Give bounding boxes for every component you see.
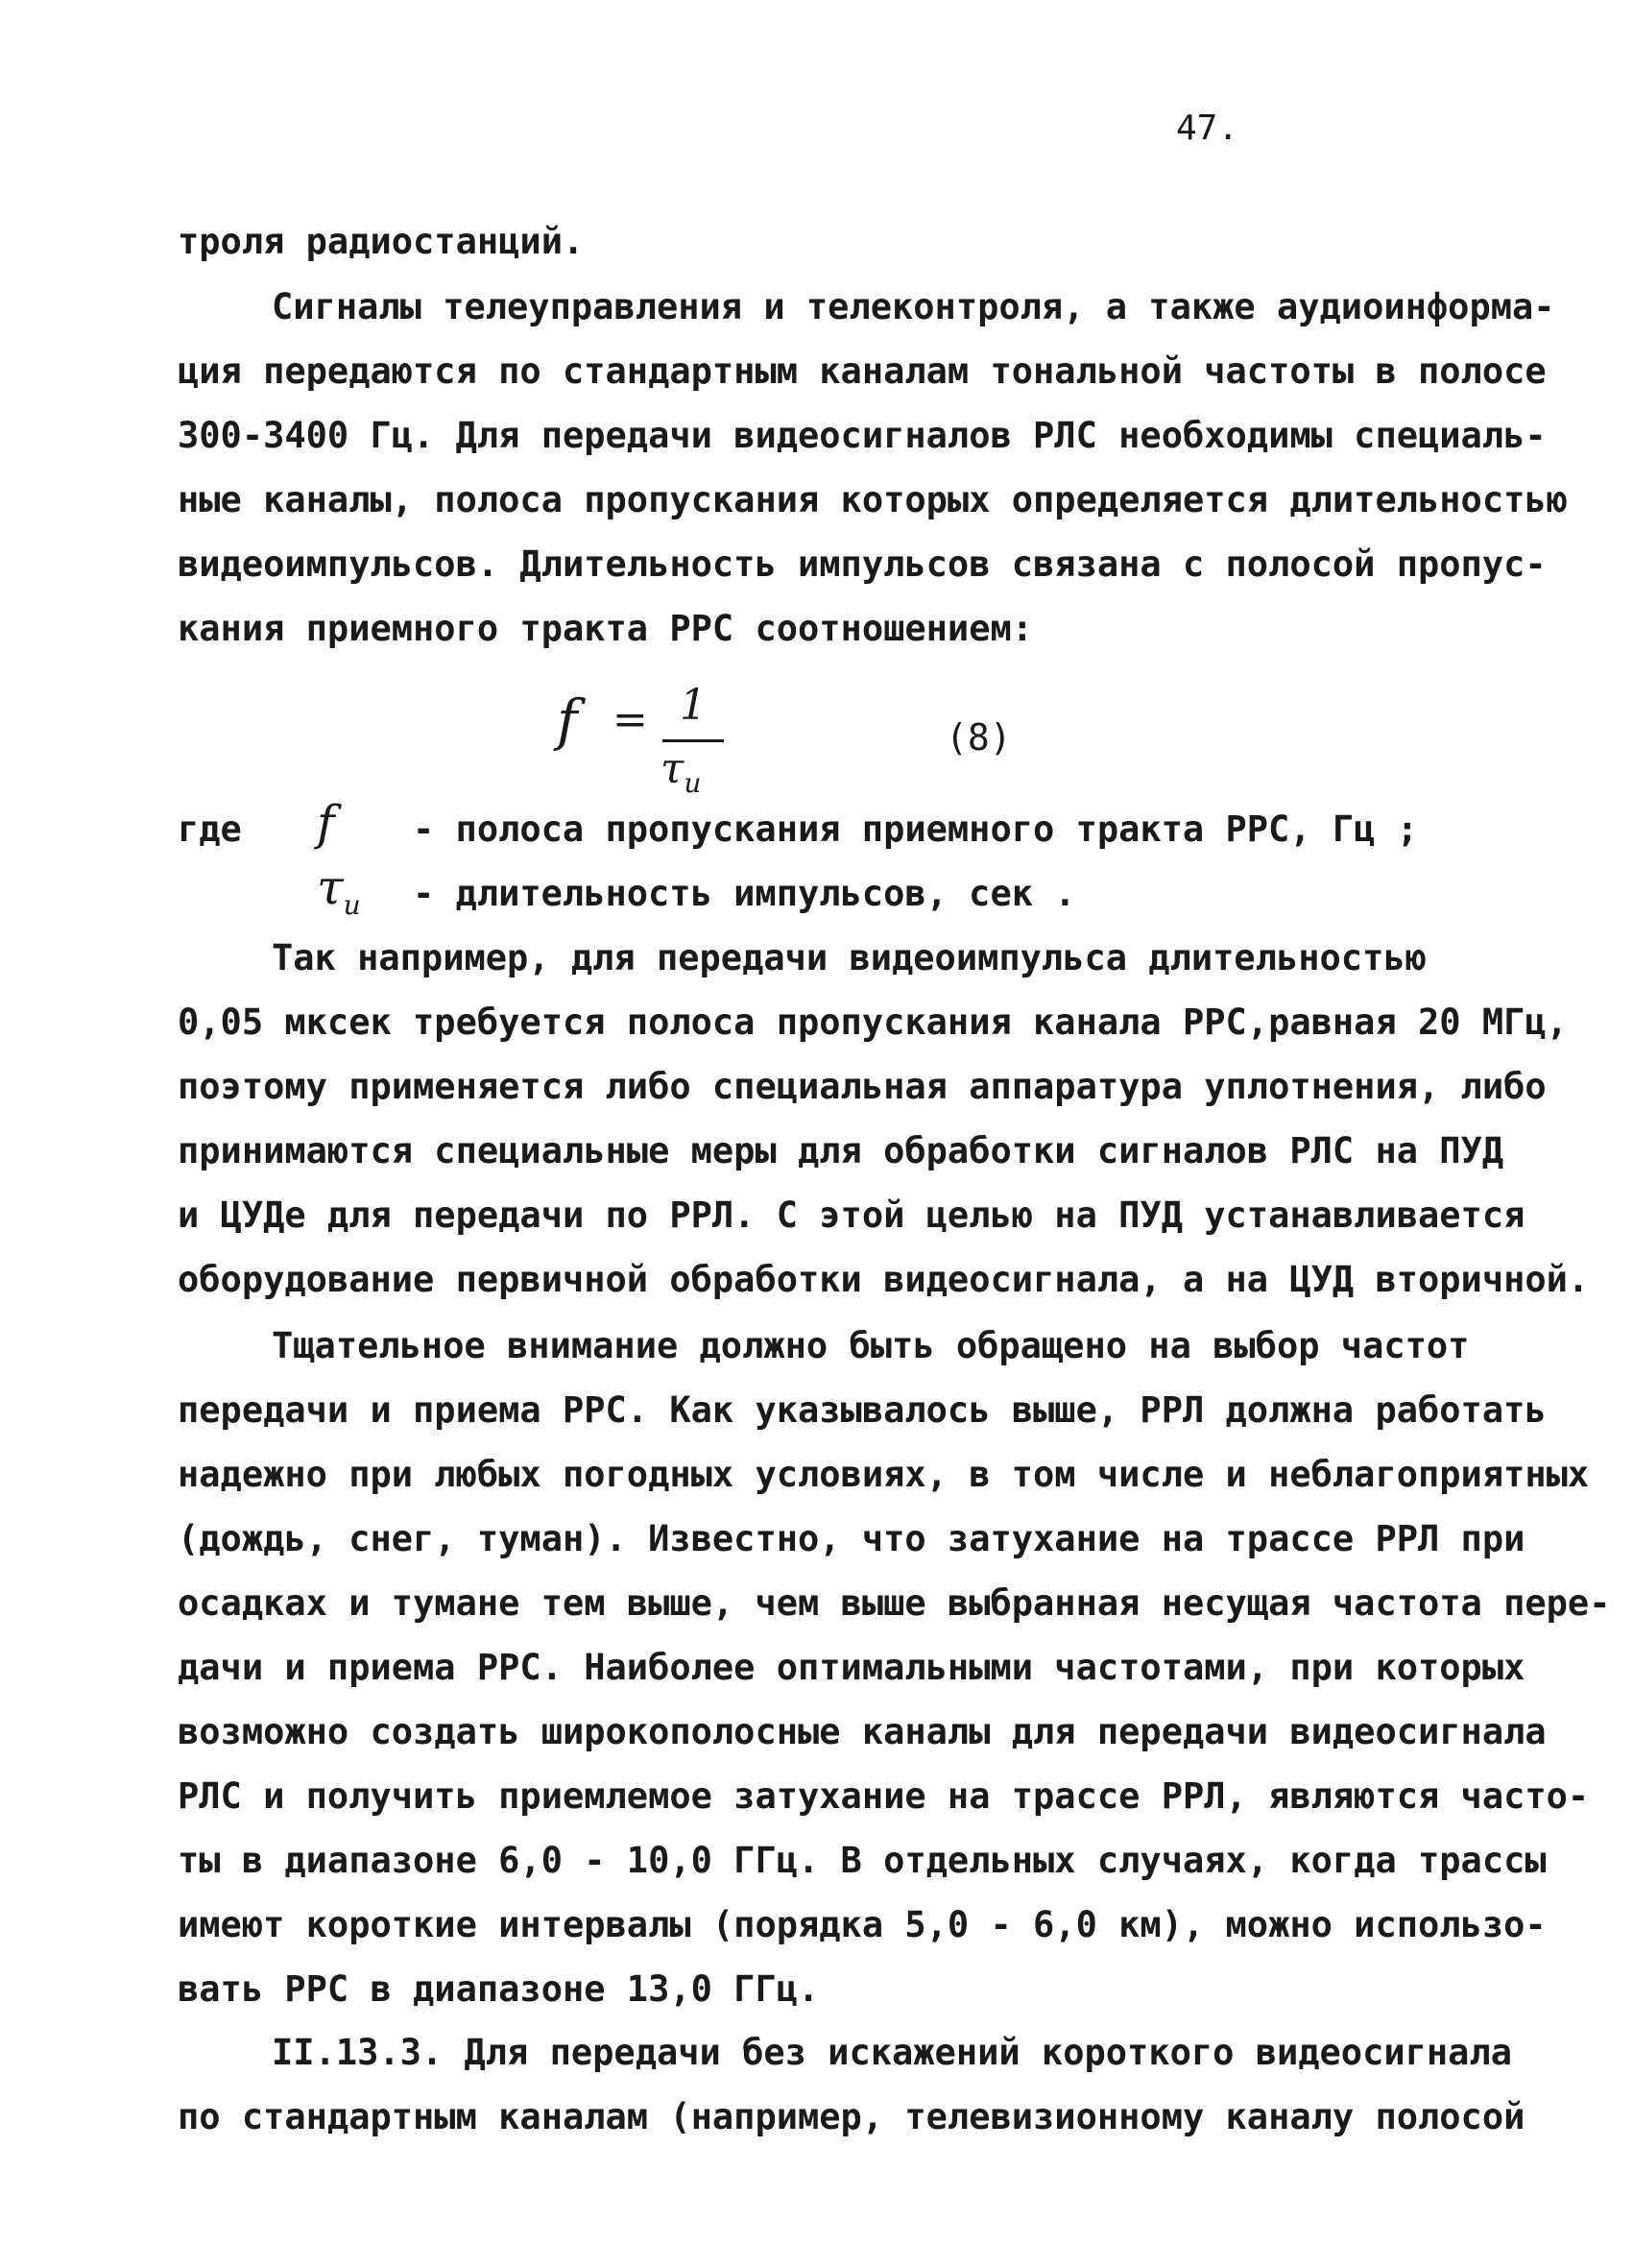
text-line: ты в диапазоне 6,0 - 10,0 ГГц. В отдельных случаях, когда трассы (178, 1840, 1547, 1881)
text-line: и ЦУДе для передачи по РРЛ. С этой целью на ПУД устанавливается (178, 1194, 1525, 1236)
text-line: РЛС и получить приемлемое затухание на трассе РРЛ, являются часто- (178, 1775, 1590, 1817)
text-line: ция передаются по стандартным каналам тональной частоты в полосе (178, 350, 1547, 392)
text-line: оборудование первичной обработки видеосигнала, а на ЦУД вторичной. (178, 1259, 1590, 1300)
definition-row (178, 861, 1502, 926)
text-line: ные каналы, полоса пропускания которых определяется длительностью (178, 479, 1568, 520)
text-line: Так например, для передачи видеоимпульса длительностью (272, 937, 1427, 978)
text-line: поэтому применяется либо специальная аппаратура уплотнения, либо (178, 1066, 1547, 1107)
text-line: осадках и тумане тем выше, чем выше выбранная несущая частота пере- (178, 1582, 1611, 1624)
equation-number: (8) (946, 716, 1012, 759)
text-line: кания приемного тракта РРС соотношением: (178, 608, 1034, 649)
text-line: (дождь, снег, туман). Известно, что затухание на трассе РРЛ при (178, 1518, 1525, 1559)
text-line: II.13.3. Для передачи без искажений короткого видеосигнала (272, 2032, 1513, 2073)
paragraph-section-11-13-3 (178, 2020, 1525, 2149)
text-line: вать РРС в диапазоне 13,0 ГГц. (178, 1968, 820, 2010)
formula-fraction-bar (662, 739, 724, 742)
page-number: 47. (1176, 109, 1239, 148)
text-line: 0,05 мксек требуется полоса пропускания канала РРС,равная 20 МГц, (178, 1001, 1568, 1043)
formula-tau-subscript: и (684, 766, 702, 799)
text-line: дачи и приема РРС. Наиболее оптимальными частотами, при которых (178, 1647, 1525, 1688)
definition-text: - длительность импульсов, сек . (413, 873, 1076, 914)
formula-tau: τ (660, 744, 684, 793)
text-line: возможно создать широкополосные каналы для передачи видеосигнала (178, 1711, 1547, 1752)
definition-row (178, 797, 1502, 861)
where-label: где (178, 808, 242, 850)
definition-text: - полоса пропускания приемного тракта РРС, Гц ; (413, 808, 1418, 850)
paragraph-signals (178, 275, 1568, 661)
text-line: надежно при любых погодных условиях, в том числе и неблагоприятных (178, 1454, 1590, 1495)
text-line: 300-3400 Гц. Для передачи видеосигналов РЛС необходимы специаль- (178, 415, 1547, 456)
formula-numerator: 1 (680, 681, 707, 730)
formula-bandwidth-symbol: f (557, 688, 578, 753)
paragraph-example (178, 926, 1590, 1312)
definition-symbol: f (317, 795, 335, 851)
text-line: Тщательное внимание должно быть обращено на выбор частот (272, 1325, 1470, 1366)
text-line: передачи и приема РРС. Как указывалось выше, РРЛ должна работать (178, 1389, 1547, 1431)
text-line: принимаются специальные меры для обработки сигналов РЛС на ПУД (178, 1130, 1504, 1171)
definition-symbol-subscript: и (343, 889, 361, 921)
definition-symbol-main: τ (317, 859, 344, 915)
text-line: Сигналы телеуправления и телеконтроля, а также аудиоинформа- (272, 286, 1555, 327)
text-line: троля радиостанций. (178, 221, 585, 262)
text-line: по стандартным каналам (например, телевизионному каналу полосой (178, 2096, 1525, 2137)
formula-equals: = (612, 695, 648, 744)
paragraph-frequencies (178, 1314, 1611, 2021)
text-line: видеоимпульсов. Длительность импульсов связана с полосой пропус- (178, 543, 1547, 585)
text-line: имеют короткие интервалы (порядка 5,0 - 6,0 км), можно использо- (178, 1904, 1547, 1945)
paragraph-continuation (178, 209, 1502, 274)
